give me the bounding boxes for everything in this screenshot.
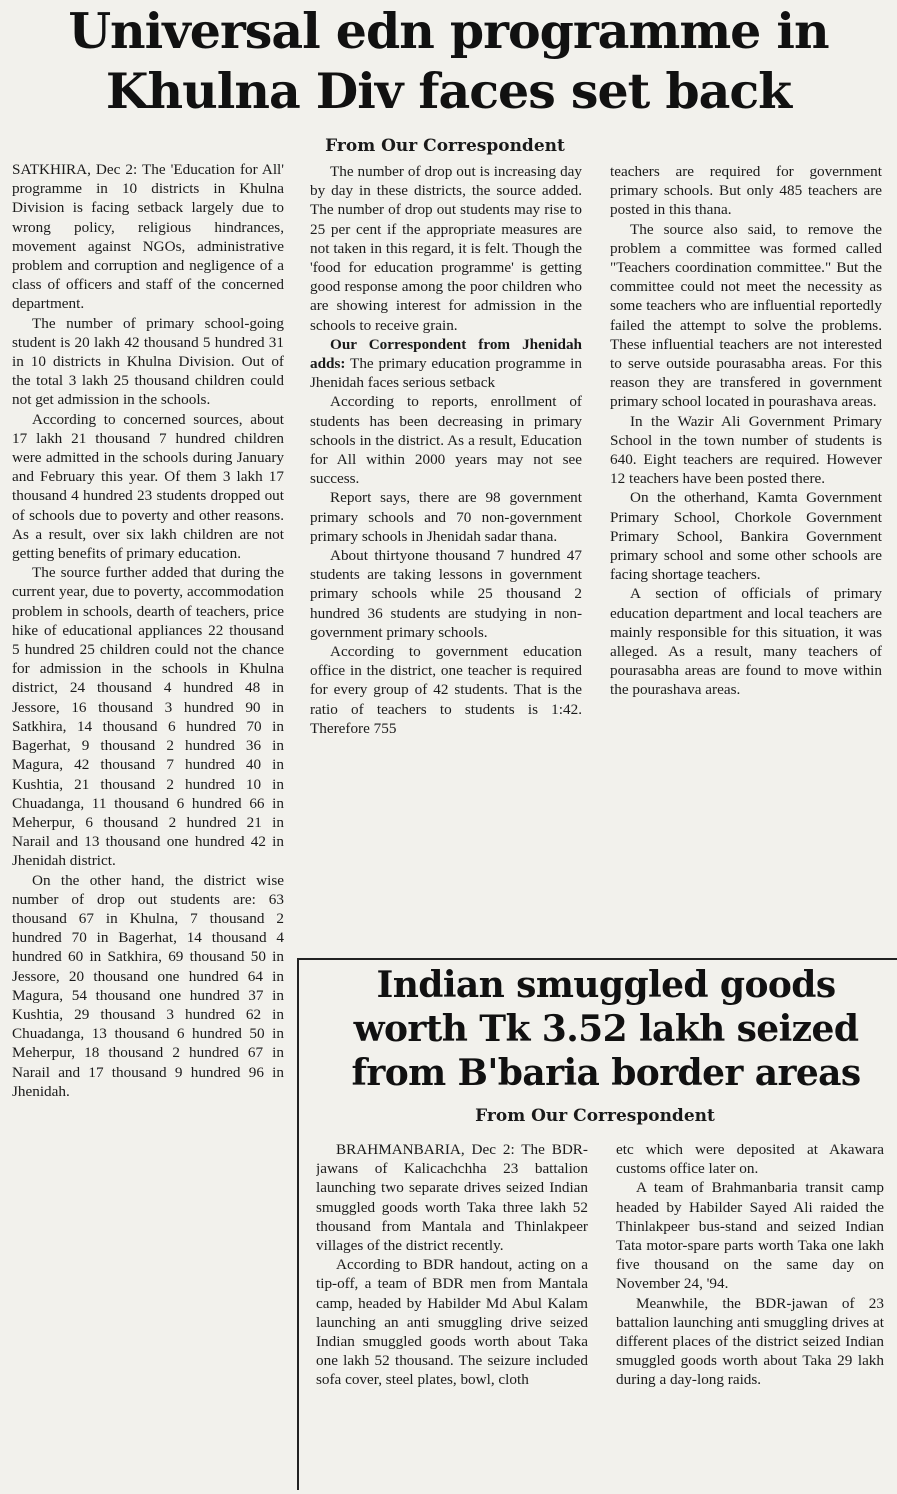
article1-byline: From Our Correspondent xyxy=(325,136,565,156)
paragraph: SATKHIRA, Dec 2: The 'Education for All' programme in 10 districts in Khulna Division is facing setback largely due to wrong policy, religious hindrances, movement against NGOs, administrative problem and corruption and negligence of a class of officers and staff of the concerned department. xyxy=(12,161,284,313)
column-separator-rule xyxy=(297,958,299,1490)
paragraph: Report says, there are 98 government primary schools and 70 non-government primary schools in Jhenidah sadar thana. xyxy=(310,489,582,545)
jhenidah-lead-text: The primary education programme in Jhenidah faces serious setback xyxy=(310,355,582,392)
paragraph: The number of primary school-going student is 20 lakh 42 thousand 5 hundred 31 in 10 districts in Khulna Division. Out of the total 3 lakh 25 thousand children could not get admission in the schools. xyxy=(12,314,284,409)
article-separator-rule xyxy=(297,958,897,960)
paragraph: About thirtyone thousand 7 hundred 47 students are taking lessons in government primary schools while 25 thousand 2 hundred 36 students are studying in non-government primary schools. xyxy=(310,547,582,641)
article1-column-1 xyxy=(12,160,284,1482)
article2-byline: From Our Correspondent xyxy=(475,1106,715,1126)
paragraph: A team of Brahmanbaria transit camp headed by Habilder Sayed Ali raided the Thinlakpeer bus-stand and seized Indian Tata motor-spare parts worth Taka one lakh five thousand on the same day on November 24, '94. xyxy=(616,1179,884,1293)
paragraph: A section of officials of primary education department and local teachers are mainly responsible for this situation, it was alleged. As a result, many teachers of pourasabha areas are found to move within the pourashava areas. xyxy=(610,585,882,699)
article2-column-2 xyxy=(616,1140,884,1485)
article1-column-2 xyxy=(310,162,582,952)
article2-headline-line3: from B'baria border areas xyxy=(351,1052,861,1094)
paragraph: In the Wazir Ali Government Primary School in the town number of students is 640. Eight teachers are required. However 12 teachers have been posted there. xyxy=(610,412,882,488)
article2-column-1 xyxy=(316,1140,588,1485)
paragraph: On the otherhand, Kamta Government Primary School, Chorkole Government Primary School, Bankira Government primary school and some other schools are facing shortage teachers. xyxy=(610,489,882,584)
paragraph: On the other hand, the district wise number of drop out students are: 63 thousand 67 in Khulna, 7 thousand 2 hundred 70 in Bagerhat, 14 thousand 4 hundred 60 in Satkhira, 69 thousand 50 in Jessore, 20 thousand one hundred 64 in Magura, 54 thousand one hundred 37 in Kushtia, 29 thousand 3 hundred 62 in Chuadanga, 13 thousand 6 hundred 50 in Meherpur, 18 thousand 2 hundred 67 in Narail and 17 thousand 9 hundred 96 in Jhenidah. xyxy=(12,871,284,1100)
paragraph: The source also said, to remove the problem a committee was formed called "Teachers coordination committee." But the committee could not meet the necessity as some teachers who are influential reportedly failed the attempt to solve the problems. These influential teachers are not interested to serve outside pourasabha areas. For this reason they are transfered in government primary school located in pourashava areas. xyxy=(610,220,882,411)
paragraph: The source further added that during the current year, due to poverty, accommodation problem in schools, dearth of teachers, price hike of educational appliances 22 thousand 5 hundred 25 children could not the chance for admission in the schools in Khulna district, 24 thousand 4 hundred 48 in Jessore, 16 thousand 3 hundred 90 in Satkhira, 14 thousand 6 hundred 70 in Bagerhat, 9 thousand 2 hundred 36 in Magura, 42 thousand 7 hundred 40 in Kushtia, 21 thousand 2 hundred 10 in Chuadanga, 11 thousand 6 hundred 66 in Meherpur, 6 thousand 2 hundred 21 in Narail and 13 thousand one hundred 42 in Jhenidah district. xyxy=(12,564,284,870)
article1-headline-line2: Khulna Div faces set back xyxy=(105,62,792,120)
article2-headline-line1: Indian smuggled goods xyxy=(376,964,836,1006)
paragraph: teachers are required for government primary schools. But only 485 teachers are posted in this thana. xyxy=(610,163,882,219)
paragraph: etc which were deposited at Akawara customs office later on. xyxy=(616,1141,884,1178)
paragraph: Meanwhile, the BDR-jawan of 23 battalion launching anti smuggling drives at different places of the district seized Indian smuggled goods worth about Taka 29 lakh during a day-long raids. xyxy=(616,1294,884,1389)
paragraph xyxy=(310,335,582,393)
paragraph: According to government education office in the district, one teacher is required for every group of 42 students. That is the ratio of teachers to students is 1:42. Therefore 755 xyxy=(310,643,582,737)
article1-column-3 xyxy=(610,162,882,952)
article1-headline-line1: Universal edn programme in xyxy=(68,2,829,60)
paragraph: According to BDR handout, acting on a tip-off, a team of BDR men from Mantala camp, headed by Habilder Md Abul Kalam launching an anti smuggling drive seized Indian smuggled goods worth about Taka one lakh 52 thousand. The seizure included sofa cover, steel plates, bowl, cloth xyxy=(316,1256,588,1389)
paragraph: According to concerned sources, about 17 lakh 21 thousand 7 hundred children were admitted in the schools during January and February this year. Of them 3 lakh 17 thousand 4 hundred 23 students dropped out of schools due to poverty and other reasons. As a result, over six lakh children are not getting benefits of primary education. xyxy=(12,410,284,563)
jhenidah-lead: Our Correspondent from Jhenidah adds: xyxy=(310,335,582,373)
paragraph: The number of drop out is increasing day by day in these districts, the source added. The number of drop out students may rise to 25 per cent if the appropriate measures are not taken in this regard, it is felt. Though the 'food for education programme' is getting good response among the poor children who are showing interest for admission in the schools to receive grain. xyxy=(310,163,582,334)
paragraph: BRAHMANBARIA, Dec 2: The BDR-jawans of Kalicachchha 23 battalion launching two separate drives seized Indian smuggled goods worth Taka three lakh 52 thousand from Mantala and Thinlakpeer villages of the district recently. xyxy=(316,1141,588,1255)
paragraph: According to reports, enrollment of students has been decreasing in primary schools in the district. As a result, Education for All within 2000 years may not see success. xyxy=(310,393,582,488)
article2-headline-line2: worth Tk 3.52 lakh seized xyxy=(353,1008,859,1050)
